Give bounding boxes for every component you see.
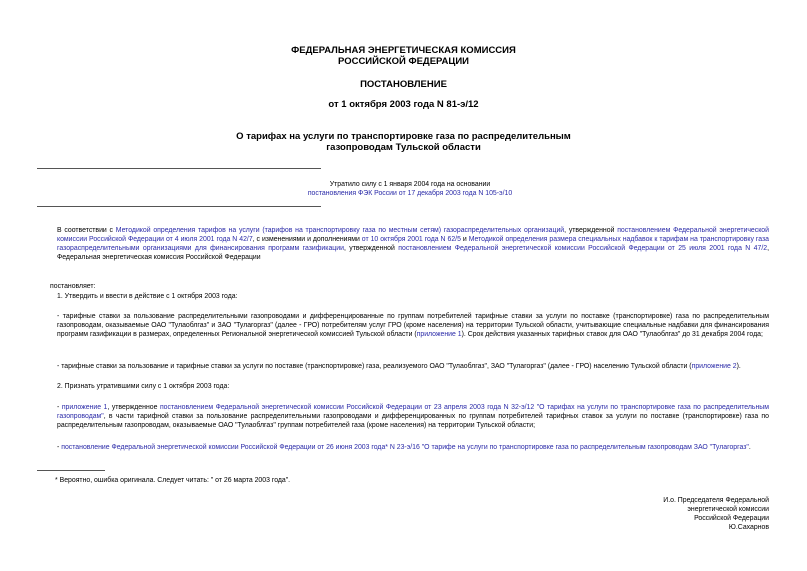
footnote: * Вероятно, ошибка оригинала. Следует читать: " от 26 марта 2003 года".: [55, 477, 291, 484]
resolution-32-12-link[interactable]: постановлением Федеральной энергетической комиссии Российской Федерации от 23 апреля 2003 года N 32-э/12 "О тарифах на услуги по транспортировке газа по распределительным газопроводам": [57, 404, 769, 420]
org-name: [0, 45, 807, 67]
intro-text-3: , с изменениями и дополнениями: [252, 236, 362, 243]
resolves-text: постановляет:: [50, 283, 96, 290]
org-line-2: РОССИЙСКОЙ ФЕДЕРАЦИИ: [337, 56, 469, 67]
item-2-b: [57, 443, 769, 452]
item-1-a: [57, 312, 769, 339]
item-2-a-text-1: , утвержденное: [107, 404, 160, 411]
doc-type: ПОСТАНОВЛЕНИЕ: [360, 79, 447, 90]
item-1-a-text-2: ). Срок действия указанных тарифных ставок для ОАО "Тулаоблгаз" до 31 декабря 2004 года;: [461, 331, 763, 338]
doc-title: [0, 131, 807, 153]
org-line-1: ФЕДЕРАЛЬНАЯ ЭНЕРГЕТИЧЕСКАЯ КОМИССИЯ: [291, 45, 516, 56]
doc-date: от 1 октября 2003 года N 81-э/12: [328, 99, 479, 110]
footnote-rule: [37, 470, 105, 471]
status-note-link[interactable]: постановления ФЭК России от 17 декабря 2003 года N 105-э/10: [307, 190, 513, 197]
item-2-a-text-0: -: [57, 404, 62, 411]
signature-line-3: Российской Федерации: [694, 515, 769, 522]
divider-top: [37, 168, 321, 169]
status-note: [295, 180, 525, 198]
intro-text-5: , утвержденной: [343, 245, 399, 252]
appendix-2-link[interactable]: приложение 2: [691, 363, 737, 370]
item-1-b: [57, 362, 769, 371]
intro-text-6: , Федеральная энергетическая комиссия Российской Федерации: [57, 245, 769, 261]
intro-text-1: В соответствии с: [57, 227, 116, 234]
resolution-47-2-link[interactable]: постановлением Федеральной энергетической комиссии Российской Федерации от 25 июля 2001 года N 47/2: [398, 245, 768, 252]
item-2-a: [57, 403, 769, 430]
item-1-a-text-1: - тарифные ставки за пользование распределительными газопроводами и дифференцированные по группам потребителей тарифные ставки за услуги по поставке (транспортировке) газа по распределительным газопроводам, оказываемые ОАО "Тулаоблгаз" и ЗАО "Тулагоргаз" (далее - ГРО) потребителям услуг ГРО (кроме населения) на территории Тульской области, учитывающие специальные надбавки для финансирования программ газификации в размерах, определенных Региональной энергетической комиссией Тульской области (: [57, 313, 769, 338]
item-2-b-text-1: .: [748, 444, 751, 451]
intro-text-2: , утвержденной: [564, 227, 618, 234]
resolution-23-16-link[interactable]: постановление Федеральной энергетической комиссии Российской Федерации от 26 июня 2003 года* N 23-э/16 "О тарифе на услуги по транспортировке газа по распределительным газопроводам ЗАО "Тулагоргаз": [61, 444, 749, 451]
item-2-a-text-2: , в части тарифной ставки за пользование распределительными газопроводами и дифференцированных по группам потребителей тарифных ставок за услуги по поставке (транспортировке) газа по распределительным газопроводам, оказываемые ОАО "Тулаоблгаз" группам потребителей газа (кроме населения) на территории Тульской области;: [57, 413, 769, 429]
title-line-2: газопроводам Тульской области: [326, 142, 481, 153]
signature-line-2: энергетической комиссии: [687, 506, 769, 513]
surcharge-methodology-link[interactable]: Методикой определения размера специальных надбавок к тарифам на транспортировку газа газораспределительными организациями для финансирования программ газификации: [57, 236, 770, 252]
resolution-42-7-link[interactable]: постановлением Федеральной энергетической комиссии Российской Федерации от 4 июля 2001 года N 42/7: [57, 227, 769, 243]
item-1: 1. Утвердить и ввести в действие с 1 октября 2003 года:: [57, 293, 238, 300]
signature-block: [569, 496, 769, 532]
signature-line-1: И.о. Председателя Федеральной: [663, 497, 769, 504]
intro-paragraph: [57, 226, 769, 262]
status-note-line-1: Утратило силу с 1 января 2004 года на основании: [329, 181, 491, 188]
methodology-link[interactable]: Методикой определения тарифов на услуги (тарифов на транспортировку газа по местным сетям) газораспределительных организаций: [115, 227, 565, 234]
appendix-1-link[interactable]: приложение 1: [416, 331, 462, 338]
resolution-62-5-link[interactable]: от 10 октября 2001 года N 62/5: [361, 236, 461, 243]
signature-name: Ю.Сахарнов: [728, 524, 769, 531]
item-2-b-text-0: -: [57, 444, 62, 451]
item-1-b-text-1: - тарифные ставки за пользование и тарифные ставки за услуги по поставке (транспортировке) газа, реализуемого ОАО "Тулаоблгаз", ЗАО "Тулагоргаз" (далее - ГРО) населению Тульской области (: [57, 363, 692, 370]
intro-text-4: и: [460, 236, 469, 243]
item-2: 2. Признать утратившими силу с 1 октября 2003 года:: [57, 383, 230, 390]
item-1-b-text-2: ).: [736, 363, 741, 370]
title-line-1: О тарифах на услуги по транспортировке газа по распределительным: [236, 131, 571, 142]
divider-bottom: [37, 206, 321, 207]
repealed-appendix-1-link[interactable]: приложение 1: [61, 404, 108, 411]
